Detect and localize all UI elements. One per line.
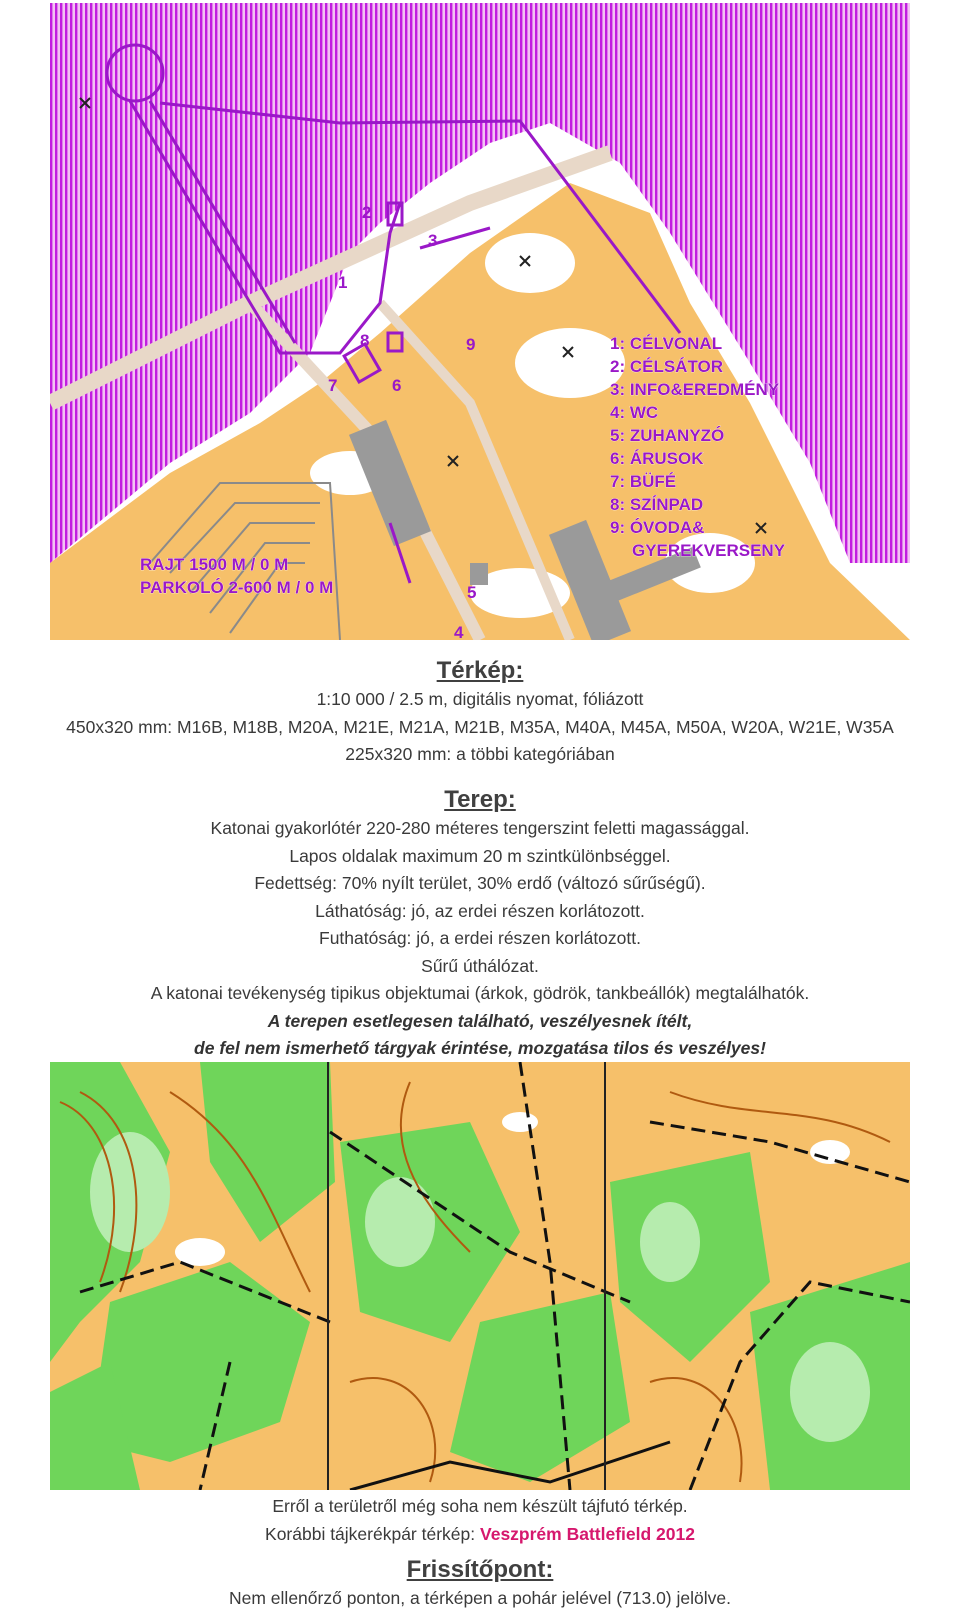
frissito-section — [0, 1555, 960, 1613]
terkep-section — [0, 656, 960, 769]
footer-line: Erről a területről még soha nem készült tájfutó térkép. — [272, 1496, 688, 1516]
terep-line: Láthatóság: jó, az erdei részen korlátozott. — [315, 900, 645, 921]
map-number: 3 — [428, 231, 438, 250]
legend-item: 6: ÁRUSOK — [610, 449, 704, 468]
map-number: 1 — [338, 273, 348, 292]
legend-item: 2: CÉLSÁTOR — [610, 357, 724, 376]
terep-heading: Terep: — [444, 786, 516, 813]
legend-item: 3: INFO&EREDMÉNY — [610, 380, 780, 399]
terrain-sample-graphic — [50, 1062, 910, 1490]
event-centre-map-graphic — [50, 3, 910, 640]
map-number: 6 — [392, 376, 402, 395]
map-number: 8 — [360, 331, 370, 350]
frissito-heading: Frissítőpont: — [406, 1556, 554, 1583]
terep-line: A katonai tevékenység tipikus objektumai (árkok, gödrök, tankbeállók) megtalálhatók. — [150, 983, 810, 1003]
legend-item: 7: BÜFÉ — [610, 472, 677, 491]
frissito-line: Nem ellenőrző ponton, a térképen a pohár jelével (713.0) jelölve. — [229, 1588, 731, 1608]
warning-line: A terepen esetlegesen található, veszélyesnek ítélt, — [267, 1010, 693, 1031]
previous-map-link[interactable]: Veszprém Battlefield 2012 — [480, 1523, 695, 1544]
legend-item: 4: WC — [610, 403, 659, 422]
terkep-line: 1:10 000 / 2.5 m, digitális nyomat, fóliázott — [316, 689, 644, 709]
legend-item: GYEREKVERSENY — [632, 541, 786, 560]
terep-line: Futhatóság: jó, a erdei részen korlátozott. — [319, 928, 641, 948]
footer-line-2 — [0, 1521, 960, 1549]
map-number: 9 — [466, 335, 476, 354]
terrain-sample-maps — [50, 1062, 910, 1490]
map-number: 7 — [328, 376, 338, 395]
footer-section — [0, 1493, 960, 1548]
map-number: 4 — [454, 623, 464, 640]
footer-prefix: Korábbi tájkerékpár térkép: — [265, 1523, 480, 1544]
map-number: 5 — [467, 583, 477, 602]
terkep-heading: Térkép: — [436, 657, 524, 684]
event-centre-map — [50, 3, 910, 640]
terep-line: Fedettség: 70% nyílt terület, 30% erdő (változó sűrűségű). — [254, 873, 706, 893]
terkep-line: 450x320 mm: M16B, M18B, M20A, M21E, M21A, M21B, M35A, M40A, M45A, M50A, W20A, W21E, W35A — [66, 716, 894, 737]
terkep-line: 225x320 mm: a többi kategóriában — [345, 744, 615, 764]
legend-item: 1: CÉLVONAL — [610, 334, 723, 353]
terep-line: Katonai gyakorlótér 220-280 méteres tengerszint feletti magassággal. — [210, 818, 750, 838]
legend-item: 9: ÓVODA& — [610, 518, 705, 537]
map-number: 2 — [362, 203, 372, 222]
warning-line: de fel nem ismerhető tárgyak érintése, mozgatása tilos és veszélyes! — [194, 1038, 766, 1058]
terep-line: Lapos oldalak maximum 20 m szintkülönbséggel. — [289, 845, 671, 866]
parking-label: PARKOLÓ 2-600 M / 0 M — [140, 578, 334, 597]
terep-line: Sűrű úthálózat. — [421, 955, 539, 976]
terep-section — [0, 785, 960, 1063]
legend-item: 8: SZÍNPAD — [610, 495, 704, 514]
start-label: RAJT 1500 M / 0 M — [140, 555, 289, 574]
legend-item: 5: ZUHANYZÓ — [610, 426, 725, 445]
